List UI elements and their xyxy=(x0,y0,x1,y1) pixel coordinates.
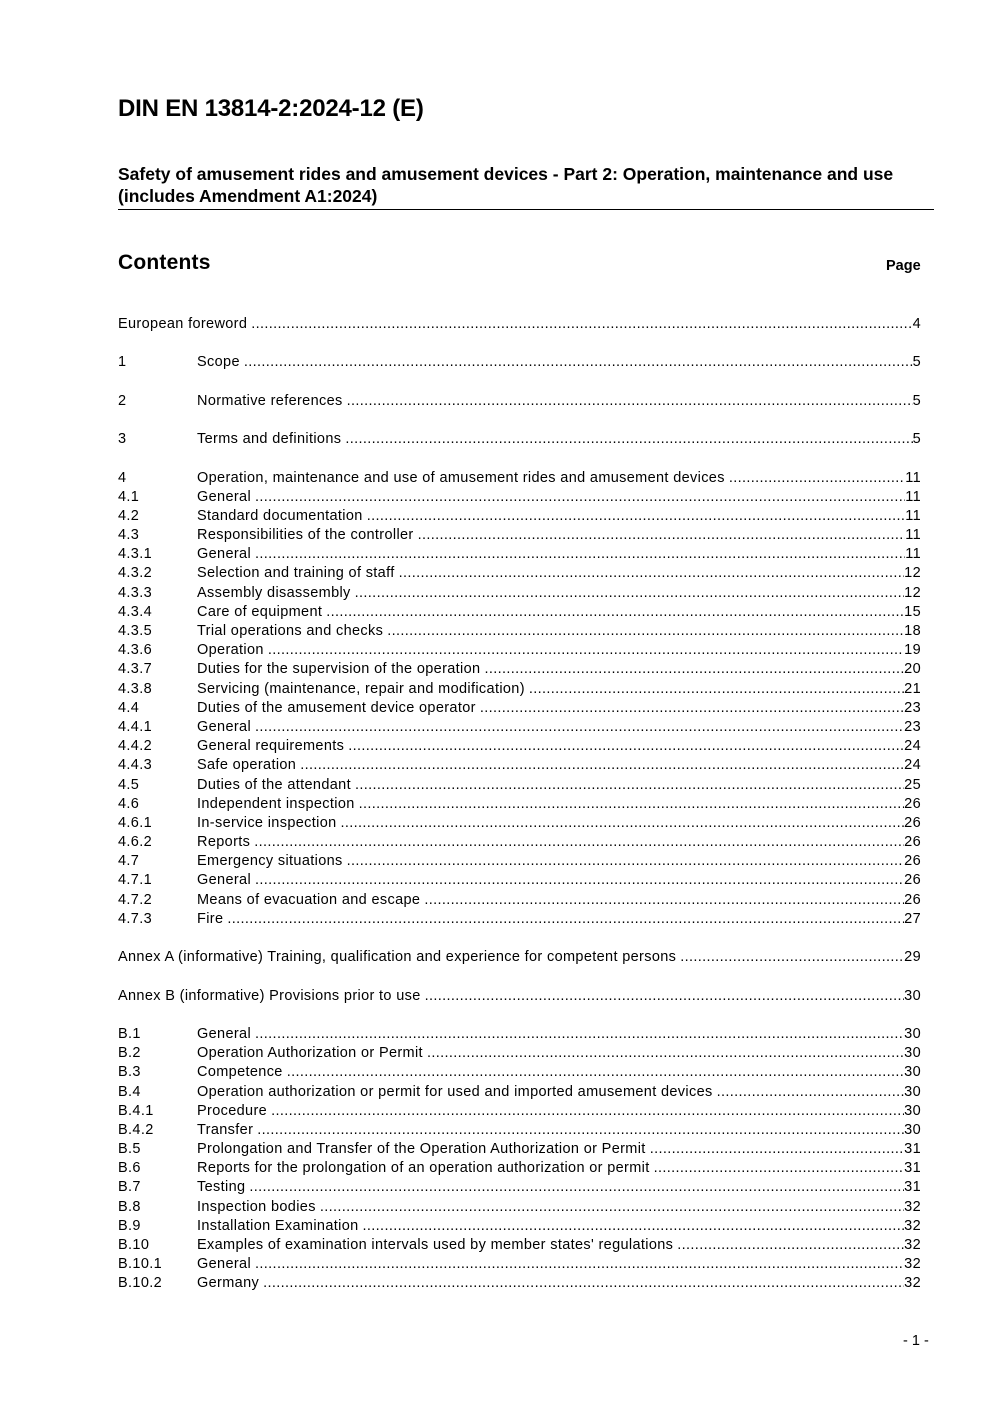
toc-dot-leader xyxy=(425,987,905,1006)
toc-entry-page: 32 xyxy=(904,1237,921,1253)
toc-entry-page: 4 xyxy=(912,316,921,332)
toc-entry[interactable] xyxy=(118,680,921,699)
toc-entry[interactable] xyxy=(118,622,921,641)
toc-entry[interactable] xyxy=(118,833,921,852)
toc-entry[interactable] xyxy=(118,1274,921,1293)
toc-entry[interactable] xyxy=(118,871,921,890)
toc-entry-page: 26 xyxy=(904,834,921,851)
toc-dot-leader xyxy=(387,622,904,641)
toc-dot-leader xyxy=(255,1025,904,1044)
toc-entry-number: 4.7.3 xyxy=(118,910,152,927)
toc-dot-leader xyxy=(363,1217,905,1236)
toc-entry-page: 15 xyxy=(904,603,921,620)
toc-entry-number: 4.3.5 xyxy=(118,623,152,639)
toc-entry[interactable] xyxy=(118,737,921,756)
toc-entry-number: 4.3.8 xyxy=(118,680,152,697)
toc-entry-page: 24 xyxy=(904,738,921,755)
toc-entry-page: 30 xyxy=(904,1025,921,1042)
toc-entry-page: 32 xyxy=(904,1256,921,1273)
toc-entry-page: 23 xyxy=(904,699,921,716)
toc-dot-leader xyxy=(268,641,904,660)
toc-entry-title: General xyxy=(197,488,252,505)
document-title: DIN EN 13814-2:2024-12 (E) xyxy=(118,95,424,122)
toc-entry-page: 31 xyxy=(904,1141,921,1158)
toc-entry-title: General xyxy=(197,872,252,889)
toc-entry-number: B.1 xyxy=(118,1025,141,1042)
toc-entry-page: 26 xyxy=(904,891,921,908)
toc-entry-number: 4.6.1 xyxy=(118,814,152,831)
toc-entry-title: Prolongation and Transfer of the Operation Authorization or Permit xyxy=(197,1141,646,1158)
toc-entry[interactable] xyxy=(118,564,921,583)
toc-entry-title: Care of equipment xyxy=(197,603,323,620)
toc-entry-title: Selection and training of staff xyxy=(197,565,395,582)
toc-entry-title: Duties for the supervision of the operation xyxy=(197,661,481,678)
toc-dot-leader xyxy=(251,315,912,334)
toc-dot-leader xyxy=(257,1121,904,1140)
toc-entry-title: Annex A (informative) Training, qualification and experience for competent persons xyxy=(118,949,677,966)
subtitle-divider xyxy=(118,209,934,210)
toc-dot-leader xyxy=(418,526,906,545)
toc-entry-number: 4.3.1 xyxy=(118,546,152,563)
toc-entry-number: B.10.2 xyxy=(118,1275,163,1292)
toc-dot-leader xyxy=(650,1140,904,1159)
toc-entry-number: B.4.2 xyxy=(118,1121,154,1138)
toc-entry-page: 25 xyxy=(904,776,921,793)
toc-entry[interactable] xyxy=(118,1255,921,1274)
toc-entry[interactable] xyxy=(118,1159,921,1178)
document-subtitle: Safety of amusement rides and amusement devices - Part 2: Operation, maintenance and use (includes Amendment A1:2024) xyxy=(118,164,894,206)
toc-entry[interactable] xyxy=(118,699,921,718)
toc-entry-page: 18 xyxy=(904,623,921,639)
toc-dot-leader xyxy=(654,1159,905,1178)
toc-entry-page: 26 xyxy=(904,814,921,831)
toc-entry[interactable] xyxy=(118,756,921,775)
toc-entry-number: 4 xyxy=(118,469,127,486)
toc-entry-number: B.8 xyxy=(118,1198,141,1215)
toc-entry-page: 30 xyxy=(904,987,921,1004)
toc-entry-page: 30 xyxy=(904,1064,921,1081)
toc-entry[interactable] xyxy=(118,353,921,372)
toc-entry[interactable] xyxy=(118,814,921,833)
toc-entry[interactable] xyxy=(118,392,921,411)
toc-dot-leader xyxy=(529,680,904,699)
toc-entry-number: 4.4 xyxy=(118,699,140,716)
toc-entry[interactable] xyxy=(118,488,921,507)
toc-dot-leader xyxy=(359,795,905,814)
toc-entry-title: Responsibilities of the controller xyxy=(197,527,414,544)
toc-entry[interactable] xyxy=(118,852,921,871)
toc-entry-title: Competence xyxy=(197,1064,283,1081)
toc-entry-page: 27 xyxy=(904,910,921,927)
toc-entry[interactable] xyxy=(118,507,921,526)
toc-entry-page: 12 xyxy=(904,565,921,582)
toc-entry-page: 11 xyxy=(905,546,921,563)
toc-entry-page: 12 xyxy=(904,584,921,601)
toc-entry[interactable] xyxy=(118,1121,921,1140)
toc-entry-title: Trial operations and checks xyxy=(197,623,384,639)
toc-dot-leader xyxy=(271,1102,904,1121)
toc-entry-title: Operation, maintenance and use of amusement rides and amusement devices xyxy=(197,469,725,486)
toc-entry-number: 4.3.6 xyxy=(118,642,152,659)
toc-entry-page: 30 xyxy=(904,1083,921,1100)
toc-entry-title: Installation Examination xyxy=(197,1217,359,1234)
toc-dot-leader xyxy=(255,488,905,507)
toc-entry-title: Duties of the amusement device operator xyxy=(197,699,476,716)
toc-entry-number: 4.3.4 xyxy=(118,603,152,620)
toc-entry-number: 4.6.2 xyxy=(118,834,152,851)
toc-dot-leader xyxy=(244,353,913,372)
toc-dot-leader xyxy=(255,871,904,890)
toc-dot-leader xyxy=(341,814,905,833)
toc-entry-title: Procedure xyxy=(197,1102,268,1119)
toc-entry-number: 4.3.2 xyxy=(118,565,152,582)
toc-entry-page: 26 xyxy=(904,853,921,870)
toc-entry-page: 31 xyxy=(904,1179,921,1196)
toc-entry[interactable] xyxy=(118,1236,921,1255)
toc-dot-leader xyxy=(355,584,904,603)
toc-entry-number: 4.4.1 xyxy=(118,718,152,735)
toc-entry[interactable] xyxy=(118,987,921,1006)
toc-entry-number: B.4.1 xyxy=(118,1102,154,1119)
toc-entry[interactable] xyxy=(118,469,921,488)
toc-entry-title: Emergency situations xyxy=(197,853,343,870)
toc-entry-title: Annex B (informative) Provisions prior to use xyxy=(118,987,421,1004)
toc-entry-page: 30 xyxy=(904,1121,921,1138)
toc-entry-title: Operation Authorization or Permit xyxy=(197,1045,423,1062)
toc-entry-title: Means of evacuation and escape xyxy=(197,891,421,908)
toc-entry-title: Standard documentation xyxy=(197,507,363,524)
toc-dot-leader xyxy=(480,699,904,718)
toc-entry-number: 4.7.2 xyxy=(118,891,152,908)
toc-entry[interactable] xyxy=(118,1102,921,1121)
toc-entry-title: Assembly disassembly xyxy=(197,584,351,601)
page-column-heading: Page xyxy=(886,258,921,274)
toc-entry-number: 4.3.7 xyxy=(118,661,152,678)
toc-entry-title: General xyxy=(197,718,252,735)
table-of-contents xyxy=(118,315,921,1294)
toc-entry-page: 11 xyxy=(905,527,921,544)
toc-entry-number: B.10.1 xyxy=(118,1256,163,1273)
toc-dot-leader xyxy=(347,852,905,871)
toc-entry-number: 4.2 xyxy=(118,507,140,524)
toc-dot-leader xyxy=(300,756,904,775)
toc-entry[interactable] xyxy=(118,718,921,737)
toc-entry[interactable] xyxy=(118,1083,921,1102)
toc-entry[interactable] xyxy=(118,910,921,929)
toc-entry-page: 11 xyxy=(905,507,921,524)
toc-dot-leader xyxy=(347,392,913,411)
toc-entry[interactable] xyxy=(118,545,921,564)
toc-entry[interactable] xyxy=(118,584,921,603)
toc-entry-number: 1 xyxy=(118,354,127,371)
toc-entry[interactable] xyxy=(118,660,921,679)
toc-entry[interactable] xyxy=(118,315,921,334)
toc-entry-page: 32 xyxy=(904,1275,921,1292)
toc-entry-title: Normative references xyxy=(197,392,343,409)
toc-entry-title: Reports xyxy=(197,834,251,851)
page-number-footer: - 1 - xyxy=(903,1333,929,1349)
toc-dot-leader xyxy=(427,1044,904,1063)
toc-entry-title: Germany xyxy=(197,1275,260,1292)
toc-entry-number: 3 xyxy=(118,431,127,448)
toc-entry-title: European foreword xyxy=(118,316,248,332)
toc-entry-title: Reports for the prolongation of an operation authorization or permit xyxy=(197,1160,650,1177)
toc-entry-number: 4.1 xyxy=(118,488,140,505)
toc-dot-leader xyxy=(326,603,904,622)
toc-entry[interactable] xyxy=(118,1025,921,1044)
toc-dot-leader xyxy=(677,1236,904,1255)
toc-entry-title: Scope xyxy=(197,354,240,371)
toc-entry-number: 4.5 xyxy=(118,776,140,793)
toc-entry-page: 5 xyxy=(912,431,921,448)
toc-entry-number: 4.7.1 xyxy=(118,872,152,889)
toc-entry-title: Operation xyxy=(197,642,264,659)
toc-dot-leader xyxy=(424,891,904,910)
toc-entry-number: 4.3 xyxy=(118,527,140,544)
toc-dot-leader xyxy=(729,469,905,488)
toc-dot-leader xyxy=(263,1274,904,1293)
toc-entry-number: 4.3.3 xyxy=(118,584,152,601)
toc-dot-leader xyxy=(345,430,912,449)
toc-entry-title: Fire xyxy=(197,910,224,927)
toc-entry-number: 4.6 xyxy=(118,795,140,812)
toc-dot-leader xyxy=(227,910,904,929)
toc-entry-title: In-service inspection xyxy=(197,814,337,831)
toc-entry-title: Inspection bodies xyxy=(197,1198,316,1215)
toc-entry[interactable] xyxy=(118,1198,921,1217)
toc-entry-title: General xyxy=(197,1256,252,1273)
toc-entry[interactable] xyxy=(118,891,921,910)
toc-dot-leader xyxy=(255,545,905,564)
toc-entry-title: Safe operation xyxy=(197,757,297,774)
toc-entry-page: 20 xyxy=(904,661,921,678)
toc-entry-page: 21 xyxy=(904,680,921,697)
toc-entry[interactable] xyxy=(118,641,921,660)
toc-entry-number: 4.7 xyxy=(118,853,140,870)
toc-entry-page: 30 xyxy=(904,1102,921,1119)
toc-entry[interactable] xyxy=(118,1063,921,1082)
toc-entry-title: Operation authorization or permit for used and imported amusement devices xyxy=(197,1083,713,1100)
toc-entry[interactable] xyxy=(118,430,921,449)
toc-dot-leader xyxy=(320,1198,904,1217)
toc-dot-leader xyxy=(367,507,906,526)
toc-dot-leader xyxy=(255,718,904,737)
toc-entry-title: Servicing (maintenance, repair and modification) xyxy=(197,680,525,697)
toc-entry[interactable] xyxy=(118,776,921,795)
toc-entry-title: Terms and definitions xyxy=(197,431,342,448)
toc-entry-number: B.6 xyxy=(118,1160,141,1177)
toc-entry-title: Testing xyxy=(197,1179,246,1196)
toc-entry-page: 31 xyxy=(904,1160,921,1177)
toc-dot-leader xyxy=(717,1083,905,1102)
toc-entry-page: 32 xyxy=(904,1217,921,1234)
toc-entry-number: B.10 xyxy=(118,1237,150,1253)
toc-dot-leader xyxy=(249,1178,904,1197)
toc-entry-page: 5 xyxy=(912,392,921,409)
toc-entry-title: Independent inspection xyxy=(197,795,355,812)
toc-entry-page: 11 xyxy=(905,488,921,505)
toc-entry-page: 24 xyxy=(904,757,921,774)
toc-entry[interactable] xyxy=(118,603,921,622)
toc-entry[interactable] xyxy=(118,795,921,814)
toc-entry-number: 4.4.3 xyxy=(118,757,152,774)
toc-entry-title: General requirements xyxy=(197,738,345,755)
toc-dot-leader xyxy=(399,564,905,583)
toc-entry-title: Duties of the attendant xyxy=(197,776,351,793)
toc-entry-number: B.2 xyxy=(118,1045,141,1062)
toc-entry[interactable] xyxy=(118,948,921,967)
toc-entry-page: 5 xyxy=(912,354,921,371)
toc-entry-number: 4.4.2 xyxy=(118,738,152,755)
toc-dot-leader xyxy=(355,776,904,795)
toc-entry-page: 26 xyxy=(904,795,921,812)
toc-entry-page: 19 xyxy=(904,642,921,659)
toc-entry-page: 11 xyxy=(905,469,921,486)
toc-entry-number: B.7 xyxy=(118,1179,141,1196)
toc-dot-leader xyxy=(484,660,904,679)
toc-entry-number: B.3 xyxy=(118,1064,141,1081)
toc-entry-title: Examples of examination intervals used by member states' regulations xyxy=(197,1237,674,1253)
toc-entry-page: 30 xyxy=(904,1045,921,1062)
toc-entry[interactable] xyxy=(118,1178,921,1197)
toc-entry-page: 32 xyxy=(904,1198,921,1215)
toc-entry[interactable] xyxy=(118,1217,921,1236)
contents-heading: Contents xyxy=(118,251,211,274)
toc-entry[interactable] xyxy=(118,1140,921,1159)
toc-dot-leader xyxy=(287,1063,904,1082)
toc-entry-page: 23 xyxy=(904,718,921,735)
toc-entry-number: B.5 xyxy=(118,1141,141,1158)
toc-entry-number: B.9 xyxy=(118,1217,141,1234)
toc-dot-leader xyxy=(254,833,904,852)
toc-entry-number: 2 xyxy=(118,392,127,409)
toc-entry-title: General xyxy=(197,1025,252,1042)
toc-entry[interactable] xyxy=(118,1044,921,1063)
toc-entry-title: General xyxy=(197,546,252,563)
toc-entry-title: Transfer xyxy=(197,1121,254,1138)
toc-dot-leader xyxy=(348,737,904,756)
toc-entry-page: 26 xyxy=(904,872,921,889)
toc-dot-leader xyxy=(255,1255,904,1274)
toc-entry-number: B.4 xyxy=(118,1083,141,1100)
toc-entry-page: 29 xyxy=(904,949,921,966)
toc-dot-leader xyxy=(680,948,904,967)
toc-entry[interactable] xyxy=(118,526,921,545)
